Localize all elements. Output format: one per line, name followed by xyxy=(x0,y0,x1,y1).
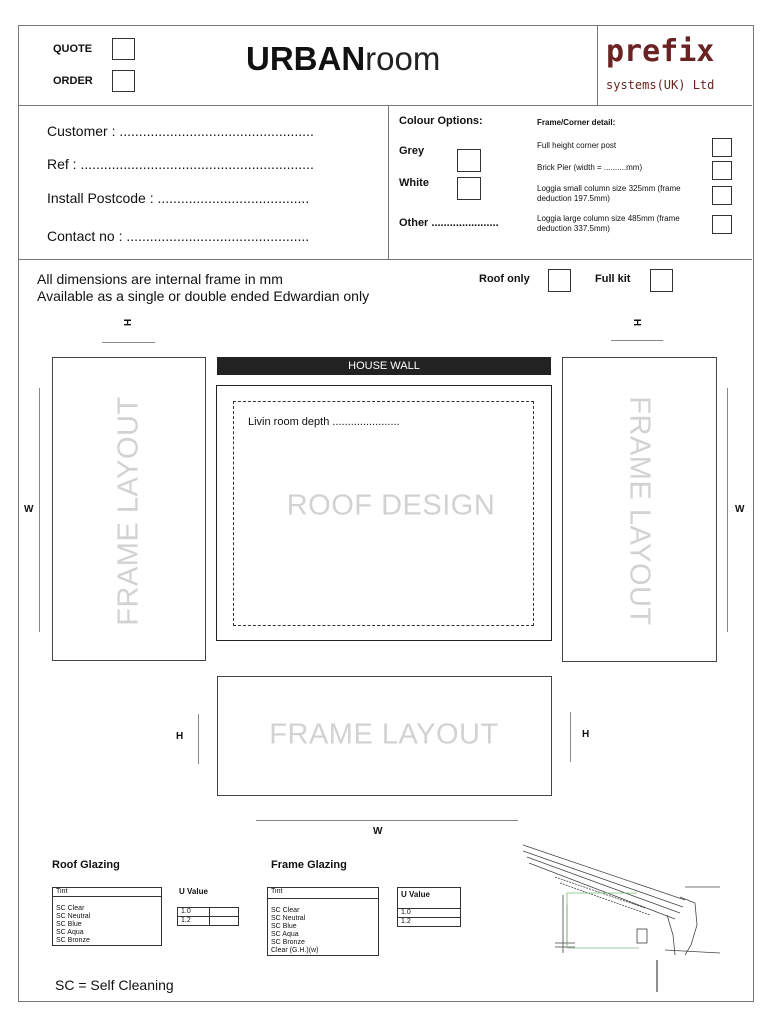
w-marker-left: W xyxy=(24,504,34,515)
frame-layout-right-text: FRAME LAYOUT xyxy=(623,396,656,626)
frame-layout-bottom-text: FRAME LAYOUT xyxy=(269,718,499,751)
brick-pier-checkbox[interactable] xyxy=(712,161,732,180)
loggia-small-checkbox[interactable] xyxy=(712,186,732,205)
section-drawing xyxy=(515,835,720,995)
roof-only-checkbox[interactable] xyxy=(548,269,571,292)
w-dimension-line xyxy=(39,388,40,632)
tint-option: SC Neutral xyxy=(271,915,306,922)
h-dimension-line xyxy=(102,342,155,343)
h-marker-right: H xyxy=(631,318,643,327)
tint-option: SC Blue xyxy=(56,921,82,928)
white-label: White xyxy=(399,177,429,189)
w-dimension-line xyxy=(256,820,518,821)
h-dimension-line xyxy=(570,712,571,762)
full-kit-checkbox[interactable] xyxy=(650,269,673,292)
quote-checkbox[interactable] xyxy=(112,38,135,60)
ref-field[interactable]: Ref : ............................................................ xyxy=(47,156,314,172)
tint-option: SC Aqua xyxy=(271,931,299,938)
u-value: 1.2 xyxy=(398,918,461,927)
u-value: 1.0 xyxy=(178,908,210,917)
postcode-field[interactable]: Install Postcode : ....................................... xyxy=(47,190,310,206)
roof-only-label: Roof only xyxy=(479,273,530,285)
tint-header: Tint xyxy=(53,888,162,897)
house-wall: HOUSE WALL xyxy=(217,357,551,375)
order-checkbox[interactable] xyxy=(112,70,135,92)
tint-list xyxy=(53,897,162,946)
tint-option: SC Clear xyxy=(56,905,85,912)
h-marker-bottom-right: H xyxy=(582,729,590,740)
h-marker-left: H xyxy=(121,318,133,327)
tint-header: Tint xyxy=(268,888,379,899)
living-room-depth-field[interactable]: Livin room depth ...................... xyxy=(248,416,400,428)
frame-layout-left-text: FRAME LAYOUT xyxy=(112,396,145,626)
w-marker-right: W xyxy=(735,504,745,515)
tint-option: SC Bronze xyxy=(56,937,90,944)
frame-detail-item: Loggia large column size 485mm (frame deduction 337.5mm) xyxy=(537,214,680,233)
colour-options-title: Colour Options: xyxy=(399,115,483,127)
corner-post-checkbox[interactable] xyxy=(712,138,732,157)
other-field[interactable]: Other ...................... xyxy=(399,217,499,229)
customer-field[interactable]: Customer : .................................................. xyxy=(47,123,314,139)
quote-label: QUOTE xyxy=(53,43,93,55)
u-value: 1.2 xyxy=(178,917,210,926)
tint-option: SC Blue xyxy=(271,923,297,930)
u-value: 1.0 xyxy=(398,909,461,918)
frame-detail-item: Brick Pier (width = ..........mm) xyxy=(537,163,643,172)
full-kit-label: Full kit xyxy=(595,273,631,285)
self-cleaning-note: SC = Self Cleaning xyxy=(55,977,174,993)
tint-option: SC Bronze xyxy=(271,939,305,946)
brand-light: room xyxy=(365,40,441,77)
roof-glazing-tint-table xyxy=(52,887,162,946)
tint-option: Clear (G.H.)(w) xyxy=(271,947,319,954)
brand-title xyxy=(246,40,440,78)
white-checkbox[interactable] xyxy=(457,177,481,200)
frame-detail-title: Frame/Corner detail: xyxy=(537,118,616,127)
note-line-2: Available as a single or double ended Edwardian only xyxy=(37,288,370,304)
frame-glazing-tint-table xyxy=(267,887,379,956)
grey-label: Grey xyxy=(399,145,425,157)
h-marker-bottom-left: H xyxy=(176,731,184,742)
frame-detail-item: Full height corner post xyxy=(537,141,617,150)
tint-option: SC Aqua xyxy=(56,929,84,936)
frame-glazing-title: Frame Glazing xyxy=(271,859,347,871)
prefix-logo-bottom: systems(UK) Ltd xyxy=(606,78,715,92)
w-marker-bottom: W xyxy=(373,826,383,837)
grey-checkbox[interactable] xyxy=(457,149,481,172)
loggia-large-checkbox[interactable] xyxy=(712,215,732,234)
order-label: ORDER xyxy=(53,75,93,87)
frame-detail-item: Loggia small column size 325mm (frame deduction 197.5mm) xyxy=(537,184,681,203)
header-divider xyxy=(18,105,752,106)
tint-list xyxy=(268,899,379,956)
tint-option: SC Neutral xyxy=(56,913,91,920)
roof-u-value-header: U Value xyxy=(179,887,208,896)
brand-bold: URBAN xyxy=(246,40,366,77)
customer-divider xyxy=(388,105,389,259)
w-dimension-line xyxy=(727,388,728,632)
roof-u-value-table xyxy=(177,907,239,926)
logo-divider xyxy=(597,25,598,105)
h-dimension-line xyxy=(611,340,663,341)
h-dimension-line xyxy=(198,714,199,764)
roof-design-text: ROOF DESIGN xyxy=(286,489,496,522)
options-divider xyxy=(18,259,752,260)
frame-u-value-header: U Value xyxy=(398,888,461,909)
contact-field[interactable]: Contact no : ............................................... xyxy=(47,228,310,244)
roof-glazing-title: Roof Glazing xyxy=(52,859,120,871)
frame-u-value-table xyxy=(397,887,461,927)
prefix-logo-top: prefix xyxy=(606,34,715,69)
tint-option: SC Clear xyxy=(271,907,300,914)
note-line-1: All dimensions are internal frame in mm xyxy=(37,271,283,287)
